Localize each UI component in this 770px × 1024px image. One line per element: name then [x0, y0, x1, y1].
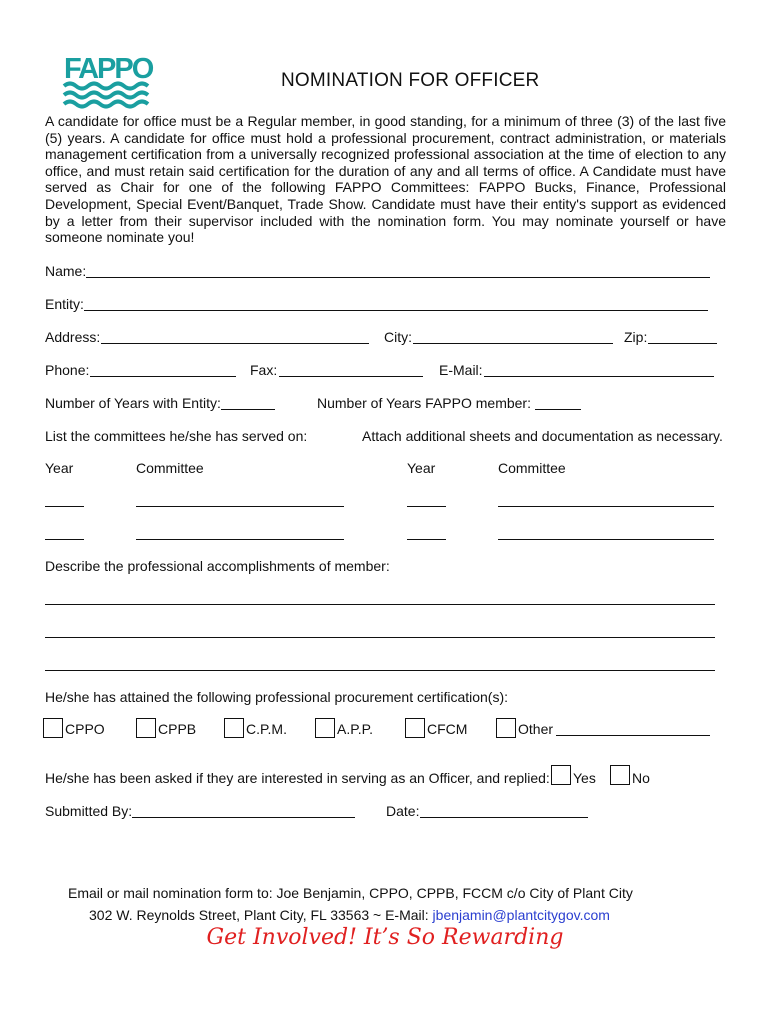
committee-field-3[interactable] [136, 539, 344, 540]
no-checkbox[interactable] [610, 765, 630, 785]
attach-note: Attach additional sheets and documentation as necessary. [362, 428, 723, 444]
form-title: NOMINATION FOR OFFICER [281, 70, 540, 91]
cppb-checkbox[interactable] [136, 718, 156, 738]
zip-field[interactable] [648, 343, 717, 344]
yes-checkbox[interactable] [551, 765, 571, 785]
interest-question: He/she has been asked if they are interested in serving as an Officer, and replied: [45, 770, 550, 786]
committee-field-2[interactable] [498, 506, 714, 507]
name-field[interactable] [86, 277, 710, 278]
cpm-checkbox[interactable] [224, 718, 244, 738]
cfcm-checkbox[interactable] [405, 718, 425, 738]
mail-instructions: Email or mail nomination form to: Joe Benjamin, CPPO, CPPB, FCCM c/o City of Plant City [68, 885, 633, 901]
email-link[interactable]: jbenjamin@plantcitygov.com [432, 907, 610, 923]
other-checkbox[interactable] [496, 718, 516, 738]
logo-text: FAPPO [64, 53, 153, 85]
slogan: Get Involved! It’s So Rewarding [206, 925, 564, 950]
year-header-left: Year [45, 460, 74, 476]
committee-header-left: Committee [136, 460, 204, 476]
years-fappo-label: Number of Years FAPPO member: [317, 395, 531, 411]
year-field-1[interactable] [45, 506, 84, 507]
year-field-2[interactable] [407, 506, 446, 507]
other-label: Other [518, 721, 554, 737]
accomplishments-line-1[interactable] [45, 604, 715, 605]
year-header-right: Year [407, 460, 436, 476]
years-entity-field[interactable] [221, 409, 275, 410]
certifications-label: He/she has attained the following professional procurement certification(s): [45, 689, 509, 705]
years-fappo-field[interactable] [535, 409, 581, 410]
cppo-label: CPPO [65, 721, 105, 737]
eligibility-paragraph: A candidate for office must be a Regular member, in good standing, for a minimum of three (3) of the last five (5) years. A candidate for office must hold a professional procurement, contract administration, or materials management certification from a universally recognized professional association at the time of election to any office, and must retain said certification for the duration of any and all terms of office. A Candidate must have served as Chair for one of the following FAPPO Committees: FAPPO Bucks, Finance, Professional Development, Special Event/Banquet, Trade Show. Candidate must have their entity's support as evidenced by a letter from their supervisor included with the nomination form. You may nominate yourself or have someone nominate you! [45, 113, 726, 246]
years-entity-label: Number of Years with Entity: [45, 395, 221, 411]
phone-label: Phone: [45, 362, 90, 378]
fappo-logo [62, 52, 156, 110]
accomplishments-line-2[interactable] [45, 637, 715, 638]
cppo-checkbox[interactable] [43, 718, 63, 738]
fax-field[interactable] [279, 376, 423, 377]
cppb-label: CPPB [158, 721, 197, 737]
address-label: Address: [45, 329, 101, 345]
entity-label: Entity: [45, 296, 84, 312]
app-label: A.P.P. [337, 721, 374, 737]
mail-address-text: 302 W. Reynolds Street, Plant City, FL 33563 ~ E-Mail: [89, 907, 433, 923]
city-label: City: [384, 329, 412, 345]
committee-field-1[interactable] [136, 506, 344, 507]
committee-field-4[interactable] [498, 539, 714, 540]
submitted-by-label: Submitted By: [45, 803, 133, 819]
year-field-3[interactable] [45, 539, 84, 540]
accomplishments-line-3[interactable] [45, 670, 715, 671]
cfcm-label: CFCM [427, 721, 468, 737]
fax-label: Fax: [250, 362, 278, 378]
email-field[interactable] [484, 376, 714, 377]
committees-label: List the committees he/she has served on: [45, 428, 308, 444]
cpm-label: C.P.M. [246, 721, 287, 737]
name-label: Name: [45, 263, 87, 279]
no-label: No [632, 770, 650, 786]
date-field[interactable] [420, 817, 588, 818]
mail-address [89, 907, 610, 923]
committee-header-right: Committee [498, 460, 566, 476]
address-field[interactable] [101, 343, 369, 344]
year-field-4[interactable] [407, 539, 446, 540]
city-field[interactable] [413, 343, 613, 344]
email-label: E-Mail: [439, 362, 483, 378]
app-checkbox[interactable] [315, 718, 335, 738]
submitted-by-field[interactable] [132, 817, 355, 818]
date-label: Date: [386, 803, 420, 819]
phone-field[interactable] [90, 376, 236, 377]
entity-field[interactable] [84, 310, 708, 311]
zip-label: Zip: [624, 329, 648, 345]
other-field[interactable] [556, 735, 710, 736]
accomplishments-label: Describe the professional accomplishments of member: [45, 558, 390, 574]
yes-label: Yes [573, 770, 596, 786]
